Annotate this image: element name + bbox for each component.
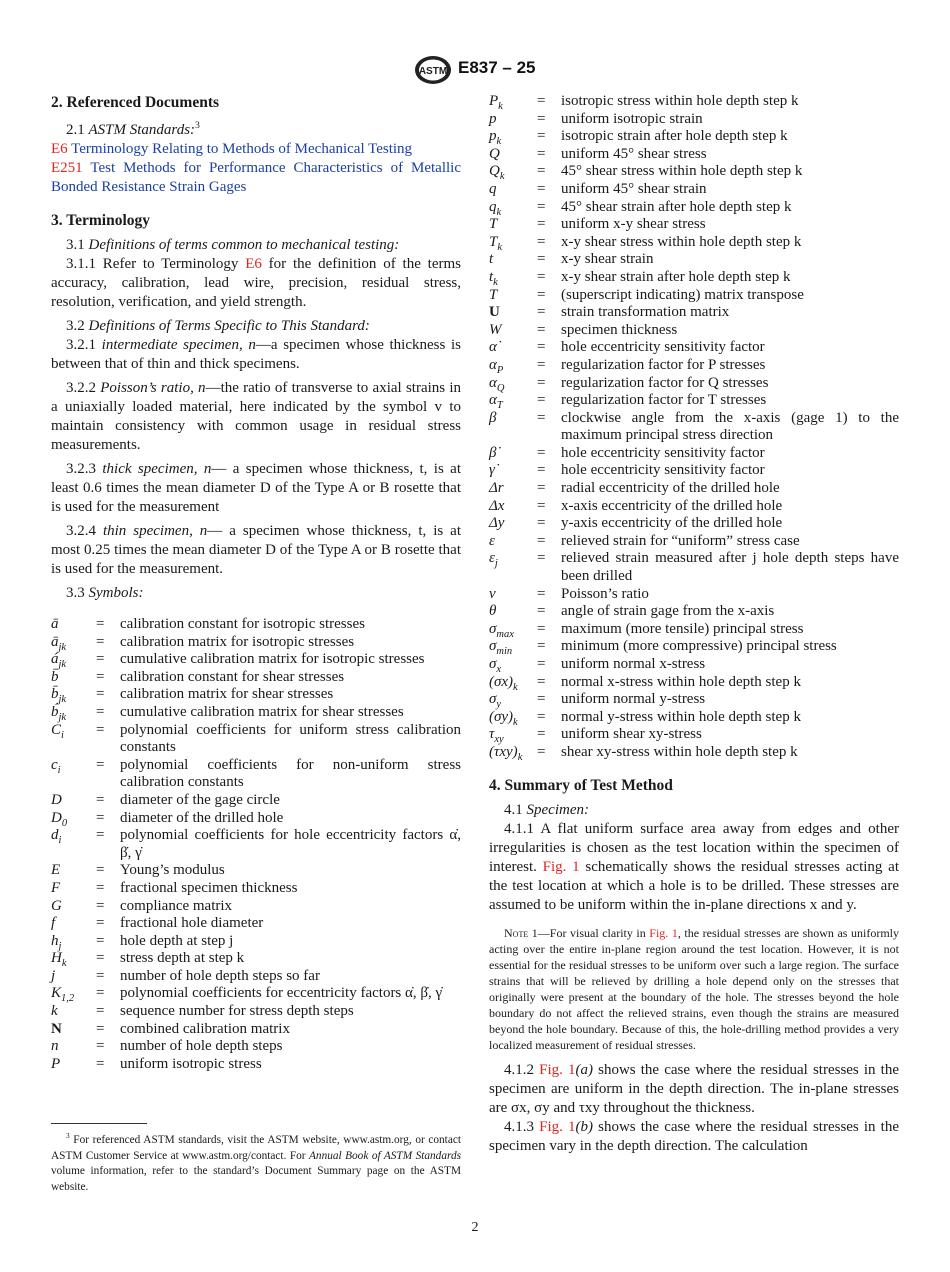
symbol: $\alpha_P$ [489,356,504,376]
symbol-row [51,933,461,951]
symbol-row [489,234,899,252]
symbol-row [51,862,461,880]
symbol-definition: polynomial coefficients for uniform stress calibration constants [120,721,461,756]
para-3-2-4: 3.2.4 thin specimen, n— a specimen whose thickness, t, is at most 0.25 times the mean diameter D of the Type A or B rosette that is used for the measurement. [51,523,461,577]
equals-sign: = [96,915,105,932]
symbol-definition: angle of strain gage from the x-axis [561,603,775,620]
symbol-definition: Poisson’s ratio [561,585,649,602]
symbol-row [489,287,899,305]
symbol-row [51,1003,461,1021]
symbol-row [489,462,899,480]
symbol-row [51,616,461,634]
section-2-heading: 2. Referenced Documents [51,94,220,111]
symbol: t [489,251,494,268]
equals-sign: = [537,638,546,655]
symbol-definition: compliance matrix [120,897,233,914]
equals-sign: = [537,603,546,620]
symbol: $(\tau xy)_k$ [489,743,523,763]
symbol: N [51,1020,62,1037]
symbol: $c_i$ [51,756,61,776]
symbol: $\sigma_x$ [489,656,502,675]
symbol-row [51,651,461,669]
equals-sign: = [96,950,105,967]
symbol-definition: strain transformation matrix [561,304,730,321]
symbol-row [489,269,899,287]
symbol: $\varepsilon_j$ [489,550,498,570]
symbol: $p_k$ [489,128,502,148]
ref-title-link[interactable]: Terminology Relating to Methods of Mechanical Testing [71,141,413,157]
para-4-1: 4.1 Specimen: [504,801,589,818]
equals-sign: = [537,216,546,233]
equals-sign: = [537,497,546,514]
symbol-definition: number of hole depth steps so far [120,967,320,984]
equals-sign: = [537,163,546,180]
symbol-row [489,656,899,674]
fig1-link[interactable]: Fig. 1 [542,858,580,875]
footnote-3: $^3$ For referenced ASTM standards, visit the ASTM website, www.astm.org, or contact ASTM Customer Service at www.astm.org/contact. For Annual Book of ASTM Standards volume information, refer to the standard’s Document Summary page on the ASTM website. [51,1131,461,1193]
symbol-definition: isotropic stress within hole depth step k [561,93,799,109]
symbol: T [489,216,498,233]
equals-sign: = [537,286,546,303]
symbol: F [51,879,61,896]
symbol: G [51,897,62,914]
equals-sign: = [537,585,546,602]
symbol-definition: x-y shear stress within hole depth step k [561,233,802,250]
symbol-row [489,515,899,533]
equals-sign: = [96,985,105,1002]
equals-sign: = [96,1020,105,1037]
para-3-2-2: 3.2.2 Poisson’s ratio, n—the ratio of transverse to axial strains in a uniaxially loaded material, here indicated by the symbol v to maintain consistency with common usage in residual stress measurements. [51,380,462,453]
para-4-1-2: 4.1.2 Fig. 1(a) shows the case where the residual stresses in the specimen are uniform in the depth direction. The in-plane stresses are σx, σy and τxy throughout the thickness. [489,1062,900,1117]
equals-sign: = [537,444,546,461]
equals-sign: = [537,268,546,285]
symbol: $b́_{jk}$ [51,703,67,723]
symbol-definition: x-y shear strain after hole depth step k [561,268,791,285]
para-3-2-3: 3.2.3 thick specimen, n— a specimen whose thickness, t, is at least 0.6 times the mean diameter D of the Type A or B rosette that is used for the measurement [51,461,461,515]
symbol-definition: relieved strain for “uniform” stress case [561,532,800,549]
symbol-definition: sequence number for stress depth steps [120,1003,354,1020]
equals-sign: = [96,668,105,685]
symbol: p [489,110,497,127]
symbol: $h_j$ [51,932,62,952]
symbol-row [489,550,899,585]
symbol: $\alpha_Q$ [489,374,505,394]
left-column [51,93,461,1073]
symbol: j [51,967,56,984]
symbol-row [489,674,899,692]
symbol-definition: uniform x-y shear stress [561,216,706,233]
symbol: T [489,286,498,303]
symbol-definition: fractional hole diameter [120,915,264,932]
symbol-row [489,111,899,129]
symbol-definition: polynomial coefficients for hole eccentricity factors α̇, β̇, γ̇ [120,827,461,861]
symbol-definition: calibration matrix for shear stresses [120,686,334,703]
symbol-definition: hole eccentricity sensitivity factor [561,444,765,461]
equals-sign: = [537,462,546,479]
symbol: β̇ [489,444,497,461]
equals-sign: = [96,809,105,826]
para-2-1: 2.1 ASTM Standards:$^3$ [66,120,200,138]
symbol-definition: uniform normal x-stress [561,656,706,672]
equals-sign: = [96,703,105,720]
equals-sign: = [537,145,546,162]
symbol-definition: calibration matrix for isotropic stresses [120,633,355,650]
symbol-row [489,498,899,516]
equals-sign: = [96,862,105,879]
symbol-row [489,410,899,445]
symbol-row [489,251,899,269]
symbol-row [489,603,899,621]
symbol-row [489,392,899,410]
page-number: 2 [471,1220,479,1235]
symbol-definition: polynomial coefficients for eccentricity factors α̇, β̇, γ̇ [120,985,443,1002]
equals-sign: = [537,180,546,197]
equals-sign: = [96,932,105,949]
symbol: γ̇ [489,462,495,479]
symbol: $\sigma_{max}$ [489,620,514,640]
equals-sign: = [537,339,546,356]
ref-e251[interactable] [51,159,461,197]
equals-sign: = [96,633,105,650]
symbol-row [489,691,899,709]
footnote-divider [51,1123,147,1124]
symbol-definition: 45° shear strain after hole depth step k [561,198,792,215]
symbol-row [489,726,899,744]
equals-sign: = [96,791,105,808]
symbol: $(\sigma y)_k$ [489,708,518,728]
symbol-row [489,128,899,146]
symbol: $q_k$ [489,198,502,218]
equals-sign: = [537,515,546,532]
svg-text:ASTM: ASTM [418,66,448,77]
equals-sign: = [96,1003,105,1020]
symbol-definition: y-axis eccentricity of the drilled hole [561,515,783,532]
symbol-definition: uniform shear xy-stress [561,726,702,743]
symbol-definition: calibration constant for isotropic stresses [120,616,365,632]
symbol-row [489,533,899,551]
fig1-link[interactable]: Fig. 1 [649,925,678,940]
symbol: $T_k$ [489,233,503,253]
fig1-link[interactable]: Fig. 1 [539,1062,576,1079]
symbol: v [489,585,496,602]
equals-sign: = [537,532,546,549]
symbol-definition: hole eccentricity sensitivity factor [561,339,765,356]
equals-sign: = [537,233,546,250]
symbol-definition: normal y-stress within hole depth step k [561,708,801,725]
symbol-definition: polynomial coefficients for non-uniform stress calibration constants [120,756,461,791]
equals-sign: = [537,356,546,373]
symbol: E [51,862,61,879]
symbol: β [489,409,497,426]
equals-sign: = [537,743,546,760]
e6-link[interactable]: E6 [245,256,262,272]
symbol-definition: normal x-stress within hole depth step k [561,673,801,690]
equals-sign: = [96,967,105,984]
symbol-row [51,898,461,916]
section-3-heading: 3. Terminology [51,212,151,229]
symbol: $\alpha_T$ [489,392,503,412]
symbol-definition: hole eccentricity sensitivity factor [561,462,765,479]
symbol: α̇ [489,339,497,356]
equals-sign: = [96,686,105,703]
symbol-row [489,181,899,199]
symbol-definition: specimen thickness [561,321,678,338]
symbol-definition: x-y shear strain [561,251,654,268]
symbols-table-right [489,93,899,762]
symbol: ā [51,616,59,632]
symbol: $(\sigma x)_k$ [489,673,518,693]
symbol-row [489,339,899,357]
symbol-definition: maximum (more tensile) principal stress [561,620,804,637]
symbol-definition: cumulative calibration matrix for shear stresses [120,703,404,720]
symbol: $á_{jk}$ [51,651,67,671]
symbol-definition: 45° shear stress within hole depth step k [561,163,803,180]
symbol-row [489,445,899,463]
symbol-definition: relieved strain measured after j hole depth steps have been drilled [561,550,899,585]
symbol: D [51,791,62,808]
symbol-row [489,375,899,393]
symbol: P [51,1055,61,1072]
symbol-row [489,709,899,727]
symbol: ε [489,532,495,549]
symbol: U [489,304,500,321]
symbol-definition: combined calibration matrix [120,1020,290,1037]
equals-sign: = [537,691,546,708]
symbol-row [51,810,461,828]
equals-sign: = [96,827,105,844]
symbol-row [51,686,461,704]
equals-sign: = [96,1055,105,1072]
equals-sign: = [537,128,546,145]
equals-sign: = [96,616,105,632]
symbol-definition: regularization factor for T stresses [561,392,767,409]
equals-sign: = [96,1038,105,1055]
symbol-definition: radial eccentricity of the drilled hole [561,480,780,497]
symbol: $C_i$ [51,721,64,741]
symbol: $t_k$ [489,268,498,288]
symbol-definition: clockwise angle from the x-axis (gage 1) to the maximum principal stress direction [561,409,899,444]
symbol-row [51,722,461,757]
symbol-definition: uniform isotropic stress [120,1055,262,1072]
symbol-row [51,915,461,933]
equals-sign: = [537,374,546,391]
symbol-definition: Young’s modulus [120,862,225,879]
symbol-row [489,163,899,181]
symbol-definition: isotropic strain after hole depth step k [561,128,788,145]
para-3-2: 3.2 Definitions of Terms Specific to This Standard: [66,318,370,334]
symbol-definition: shear xy-stress within hole depth step k [561,743,798,760]
symbol-row [51,880,461,898]
symbol-definition: regularization factor for Q stresses [561,374,769,391]
ref-code-link[interactable]: E6 [51,141,68,157]
symbol-definition: diameter of the gage circle [120,791,280,808]
equals-sign: = [537,550,546,567]
symbol: $ā_{jk}$ [51,633,67,653]
symbol: $\tau_{xy}$ [489,726,504,746]
ref-title-link[interactable]: Test Methods for Performance Characteristics of Metallic Bonded Resistance Strain Gages [51,160,461,195]
symbol-row [51,1021,461,1039]
symbol: $\sigma_y$ [489,691,502,711]
para-4-1-3: 4.1.3 Fig. 1(b) shows the case where the residual stresses in the specimen vary in the depth direction. The calculation [489,1119,900,1155]
equals-sign: = [96,897,105,914]
symbol-definition: minimum (more compressive) principal stress [561,638,837,655]
symbol: $K_{1,2}$ [51,985,75,1005]
symbol: $d_i$ [51,827,62,847]
symbol-row [51,1038,461,1056]
symbol: Q [489,145,500,162]
symbol: Δr [489,480,504,497]
symbol-definition: fractional specimen thickness [120,879,298,896]
symbol-definition: cumulative calibration matrix for isotropic stresses [120,651,425,668]
symbol-row [489,304,899,322]
symbol: q [489,180,497,197]
symbol-definition: uniform isotropic strain [561,110,703,127]
ref-e6[interactable] [51,140,461,159]
symbol-row [489,93,899,111]
page-header [0,54,950,88]
equals-sign: = [537,93,546,109]
right-column [489,93,899,1156]
symbol-row [489,586,899,604]
symbol: $P_k$ [489,93,503,112]
symbol: $b̄_{jk}$ [51,686,67,706]
equals-sign: = [537,321,546,338]
symbol: $H_k$ [51,950,67,970]
para-4-1-1: 4.1.1 A flat uniform surface area away from edges and other irregularities is chosen as the test location within the specimen of interest. Fig. 1 schematically shows the residual stresses acting at the test location at which a hole is to be drilled. These stresses are assumed to be uniform within the in-plane directions x and y. [489,820,899,913]
equals-sign: = [96,756,105,773]
symbol-row [51,985,461,1003]
section-4-heading: 4. Summary of Test Method [489,776,673,794]
symbol-row [489,216,899,234]
equals-sign: = [96,721,105,738]
symbol-row [489,480,899,498]
equals-sign: = [96,651,105,668]
equals-sign: = [537,656,546,672]
equals-sign: = [537,392,546,409]
para-3-2-1: 3.2.1 intermediate specimen, n—a specimen whose thickness is between that of thin and thick specimens. [51,337,462,372]
symbol-row [51,757,461,792]
symbol: k [51,1003,58,1020]
equals-sign: = [537,110,546,127]
symbol-definition: uniform normal y-stress [561,691,706,708]
symbols-table-left [51,616,461,1073]
symbol: Δy [489,515,505,532]
symbol: n [51,1038,59,1055]
symbol: b̄ [51,668,59,685]
symbol-definition: stress depth at step k [120,950,245,967]
equals-sign: = [537,708,546,725]
equals-sign: = [96,879,105,896]
symbol-row [51,950,461,968]
symbol-row [489,357,899,375]
symbol-row [489,621,899,639]
symbol-row [489,744,899,762]
symbol-row [51,968,461,986]
symbol-definition: calibration constant for shear stresses [120,668,345,685]
symbol-row [51,1056,461,1074]
symbol: θ [489,603,497,620]
para-3-3: 3.3 Symbols: [66,585,144,601]
symbol: $D_0$ [51,809,68,829]
astm-logo-icon [413,54,453,86]
equals-sign: = [537,620,546,637]
symbol: W [489,321,502,338]
standard-designation: E837 – 25 [458,58,536,77]
symbol-definition: uniform 45° shear strain [561,180,707,197]
symbol-definition: diameter of the drilled hole [120,809,284,826]
symbol-definition: hole depth at step j [120,932,234,949]
para-3-1-1: 3.1.1 Refer to Terminology E6 for the definition of the terms accuracy, calibration, lead wire, precision, residual stress, resolution, verification, and yield strength. [51,256,461,310]
symbol-row [51,827,461,862]
symbol-definition: number of hole depth steps [120,1038,283,1055]
equals-sign: = [537,304,546,321]
equals-sign: = [537,198,546,215]
symbol-row [489,199,899,217]
symbol-row [489,638,899,656]
equals-sign: = [537,409,546,426]
symbol: $Q_k$ [489,163,505,183]
symbol-row [51,669,461,687]
symbol-definition: x-axis eccentricity of the drilled hole [561,497,783,514]
note-1: Note 1—For visual clarity in Fig. 1, the residual stresses are shown as uniformly acting over the entire in-plane region around the test location. However, it is not essential for the residual stresses to be uniform over such a large region. The surface strains that will be relieved by drilling a hole depend only on the stresses that originally were present at the boundary of the hole. The stresses beyond the hole boundary do not affect the relieved strains, even though the strains are measured beyond the hole boundary. Because of this, the hole-drilling method provides a very localized measurement of residual stresses. [489,925,899,1053]
symbol: $\sigma_{min}$ [489,638,513,658]
equals-sign: = [537,673,546,690]
equals-sign: = [537,251,546,268]
symbol-row [51,704,461,722]
symbol-definition: (superscript indicating) matrix transpose [561,286,804,303]
fig1-link[interactable]: Fig. 1 [539,1119,576,1136]
symbol: Δx [489,497,505,514]
symbol-row [51,634,461,652]
para-3-1: 3.1 Definitions of terms common to mechanical testing: [66,237,400,253]
equals-sign: = [537,726,546,743]
symbol-definition: uniform 45° shear stress [561,145,707,162]
ref-code-link[interactable]: E251 [51,160,83,176]
symbol-definition: regularization factor for P stresses [561,356,766,373]
symbol: f [51,915,56,932]
equals-sign: = [537,480,546,497]
symbol-row [489,322,899,340]
symbol-row [489,146,899,164]
symbol-row [51,792,461,810]
